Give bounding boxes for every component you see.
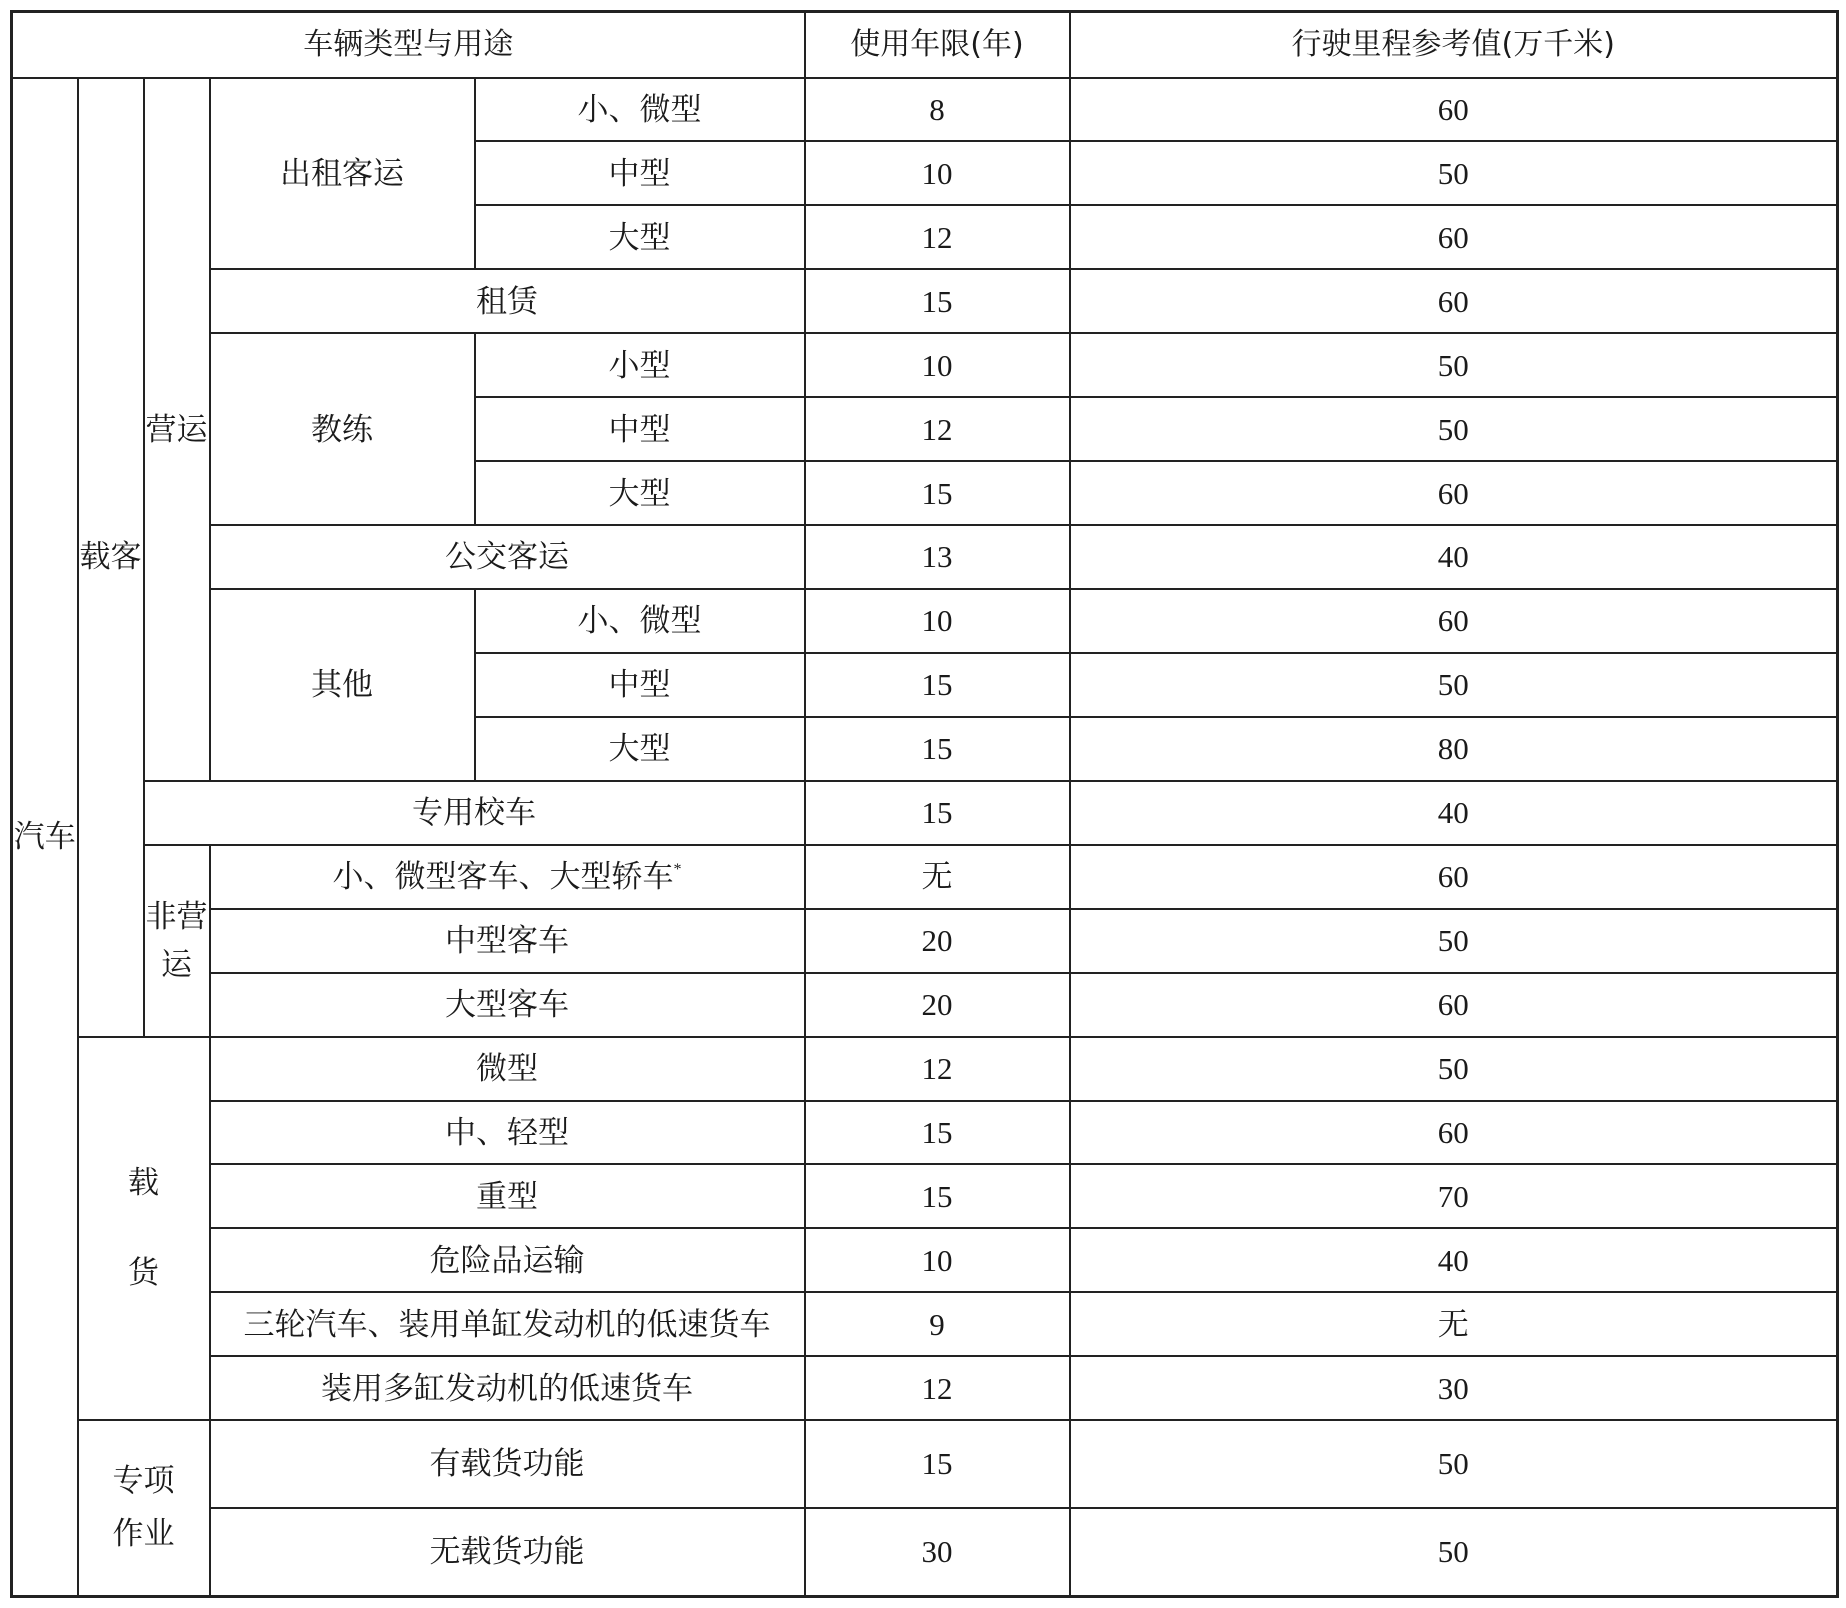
row-label: 装用多缸发动机的低速货车 — [210, 1356, 805, 1420]
row-mileage: 无 — [1070, 1292, 1838, 1356]
header-row — [12, 12, 1838, 78]
group-commercial: 营运 — [144, 78, 210, 781]
row-years: 无 — [805, 845, 1070, 909]
table-row — [12, 1292, 1838, 1356]
row-years: 15 — [805, 1420, 1070, 1507]
row-years: 30 — [805, 1508, 1070, 1597]
header-years: 使用年限(年) — [805, 12, 1070, 78]
row-mileage: 30 — [1070, 1356, 1838, 1420]
row-mileage: 50 — [1070, 1508, 1838, 1597]
row-label: 中型 — [475, 141, 805, 205]
row-mileage: 50 — [1070, 333, 1838, 397]
row-label: 小、微型 — [475, 589, 805, 653]
row-label: 大型 — [475, 205, 805, 269]
row-mileage: 40 — [1070, 781, 1838, 845]
table-row — [12, 1037, 1838, 1101]
group-other: 其他 — [210, 589, 475, 781]
row-label: 有载货功能 — [210, 1420, 805, 1507]
row-label: 中型 — [475, 397, 805, 461]
row-mileage: 40 — [1070, 525, 1838, 589]
row-label: 大型 — [475, 717, 805, 781]
row-label: 中型客车 — [210, 909, 805, 973]
row-mileage: 50 — [1070, 141, 1838, 205]
row-label: 大型 — [475, 461, 805, 525]
group-coach: 教练 — [210, 333, 475, 525]
row-label: 中型 — [475, 653, 805, 717]
row-mileage: 50 — [1070, 1037, 1838, 1101]
row-label: 重型 — [210, 1164, 805, 1228]
row-mileage: 70 — [1070, 1164, 1838, 1228]
row-label: 中、轻型 — [210, 1101, 805, 1165]
table-row — [12, 333, 1838, 397]
row-years: 12 — [805, 1037, 1070, 1101]
table-row — [12, 909, 1838, 973]
row-years: 15 — [805, 781, 1070, 845]
row-years: 8 — [805, 78, 1070, 142]
table-row — [12, 781, 1838, 845]
row-mileage: 50 — [1070, 397, 1838, 461]
row-years: 12 — [805, 397, 1070, 461]
group-taxi: 出租客运 — [210, 78, 475, 270]
table-row — [12, 78, 1838, 142]
row-years: 15 — [805, 1101, 1070, 1165]
row-label: 小、微型 — [475, 78, 805, 142]
row-label: 无载货功能 — [210, 1508, 805, 1597]
row-label: 危险品运输 — [210, 1228, 805, 1292]
row-years: 15 — [805, 461, 1070, 525]
row-mileage: 50 — [1070, 653, 1838, 717]
row-years: 10 — [805, 1228, 1070, 1292]
row-mileage: 50 — [1070, 909, 1838, 973]
group-cargo: 载货 — [78, 1037, 210, 1421]
row-mileage: 60 — [1070, 78, 1838, 142]
table-row — [12, 1508, 1838, 1597]
footnote-marker: * — [673, 861, 682, 879]
group-car: 汽车 — [12, 78, 78, 1597]
table-row — [12, 525, 1838, 589]
row-years: 15 — [805, 1164, 1070, 1228]
row-mileage: 80 — [1070, 717, 1838, 781]
header-category: 车辆类型与用途 — [12, 12, 805, 78]
table-row — [12, 973, 1838, 1037]
row-years: 20 — [805, 909, 1070, 973]
row-years: 15 — [805, 269, 1070, 333]
row-mileage: 60 — [1070, 589, 1838, 653]
row-label: 微型 — [210, 1037, 805, 1101]
row-years: 10 — [805, 141, 1070, 205]
row-label: 专用校车 — [144, 781, 805, 845]
table-row — [12, 1356, 1838, 1420]
row-years: 10 — [805, 589, 1070, 653]
table-row — [12, 1101, 1838, 1165]
table-row — [12, 845, 1838, 909]
row-label-text: 小、微型客车、大型轿车 — [332, 859, 674, 895]
row-mileage: 60 — [1070, 973, 1838, 1037]
table-row — [12, 1228, 1838, 1292]
table-row — [12, 269, 1838, 333]
row-years: 12 — [805, 205, 1070, 269]
row-years: 9 — [805, 1292, 1070, 1356]
row-label: 大型客车 — [210, 973, 805, 1037]
header-mileage: 行驶里程参考值(万千米) — [1070, 12, 1838, 78]
row-label: 三轮汽车、装用单缸发动机的低速货车 — [210, 1292, 805, 1356]
table-row — [12, 1164, 1838, 1228]
row-mileage: 60 — [1070, 269, 1838, 333]
row-years: 20 — [805, 973, 1070, 1037]
row-years: 10 — [805, 333, 1070, 397]
group-non-commercial: 非营运 — [144, 845, 210, 1037]
row-label: 公交客运 — [210, 525, 805, 589]
row-mileage: 60 — [1070, 1101, 1838, 1165]
table-row — [12, 1420, 1838, 1507]
row-mileage: 60 — [1070, 845, 1838, 909]
row-mileage: 40 — [1070, 1228, 1838, 1292]
row-mileage: 60 — [1070, 205, 1838, 269]
row-label — [210, 845, 805, 909]
row-years: 13 — [805, 525, 1070, 589]
row-mileage: 50 — [1070, 1420, 1838, 1507]
row-years: 15 — [805, 653, 1070, 717]
row-mileage: 60 — [1070, 461, 1838, 525]
table-row — [12, 589, 1838, 653]
group-special: 专项作业 — [78, 1420, 210, 1596]
row-label: 小型 — [475, 333, 805, 397]
vehicle-service-life-table — [10, 10, 1839, 1598]
row-label: 租赁 — [210, 269, 805, 333]
row-years: 12 — [805, 1356, 1070, 1420]
row-years: 15 — [805, 717, 1070, 781]
group-passenger: 载客 — [78, 78, 144, 1037]
